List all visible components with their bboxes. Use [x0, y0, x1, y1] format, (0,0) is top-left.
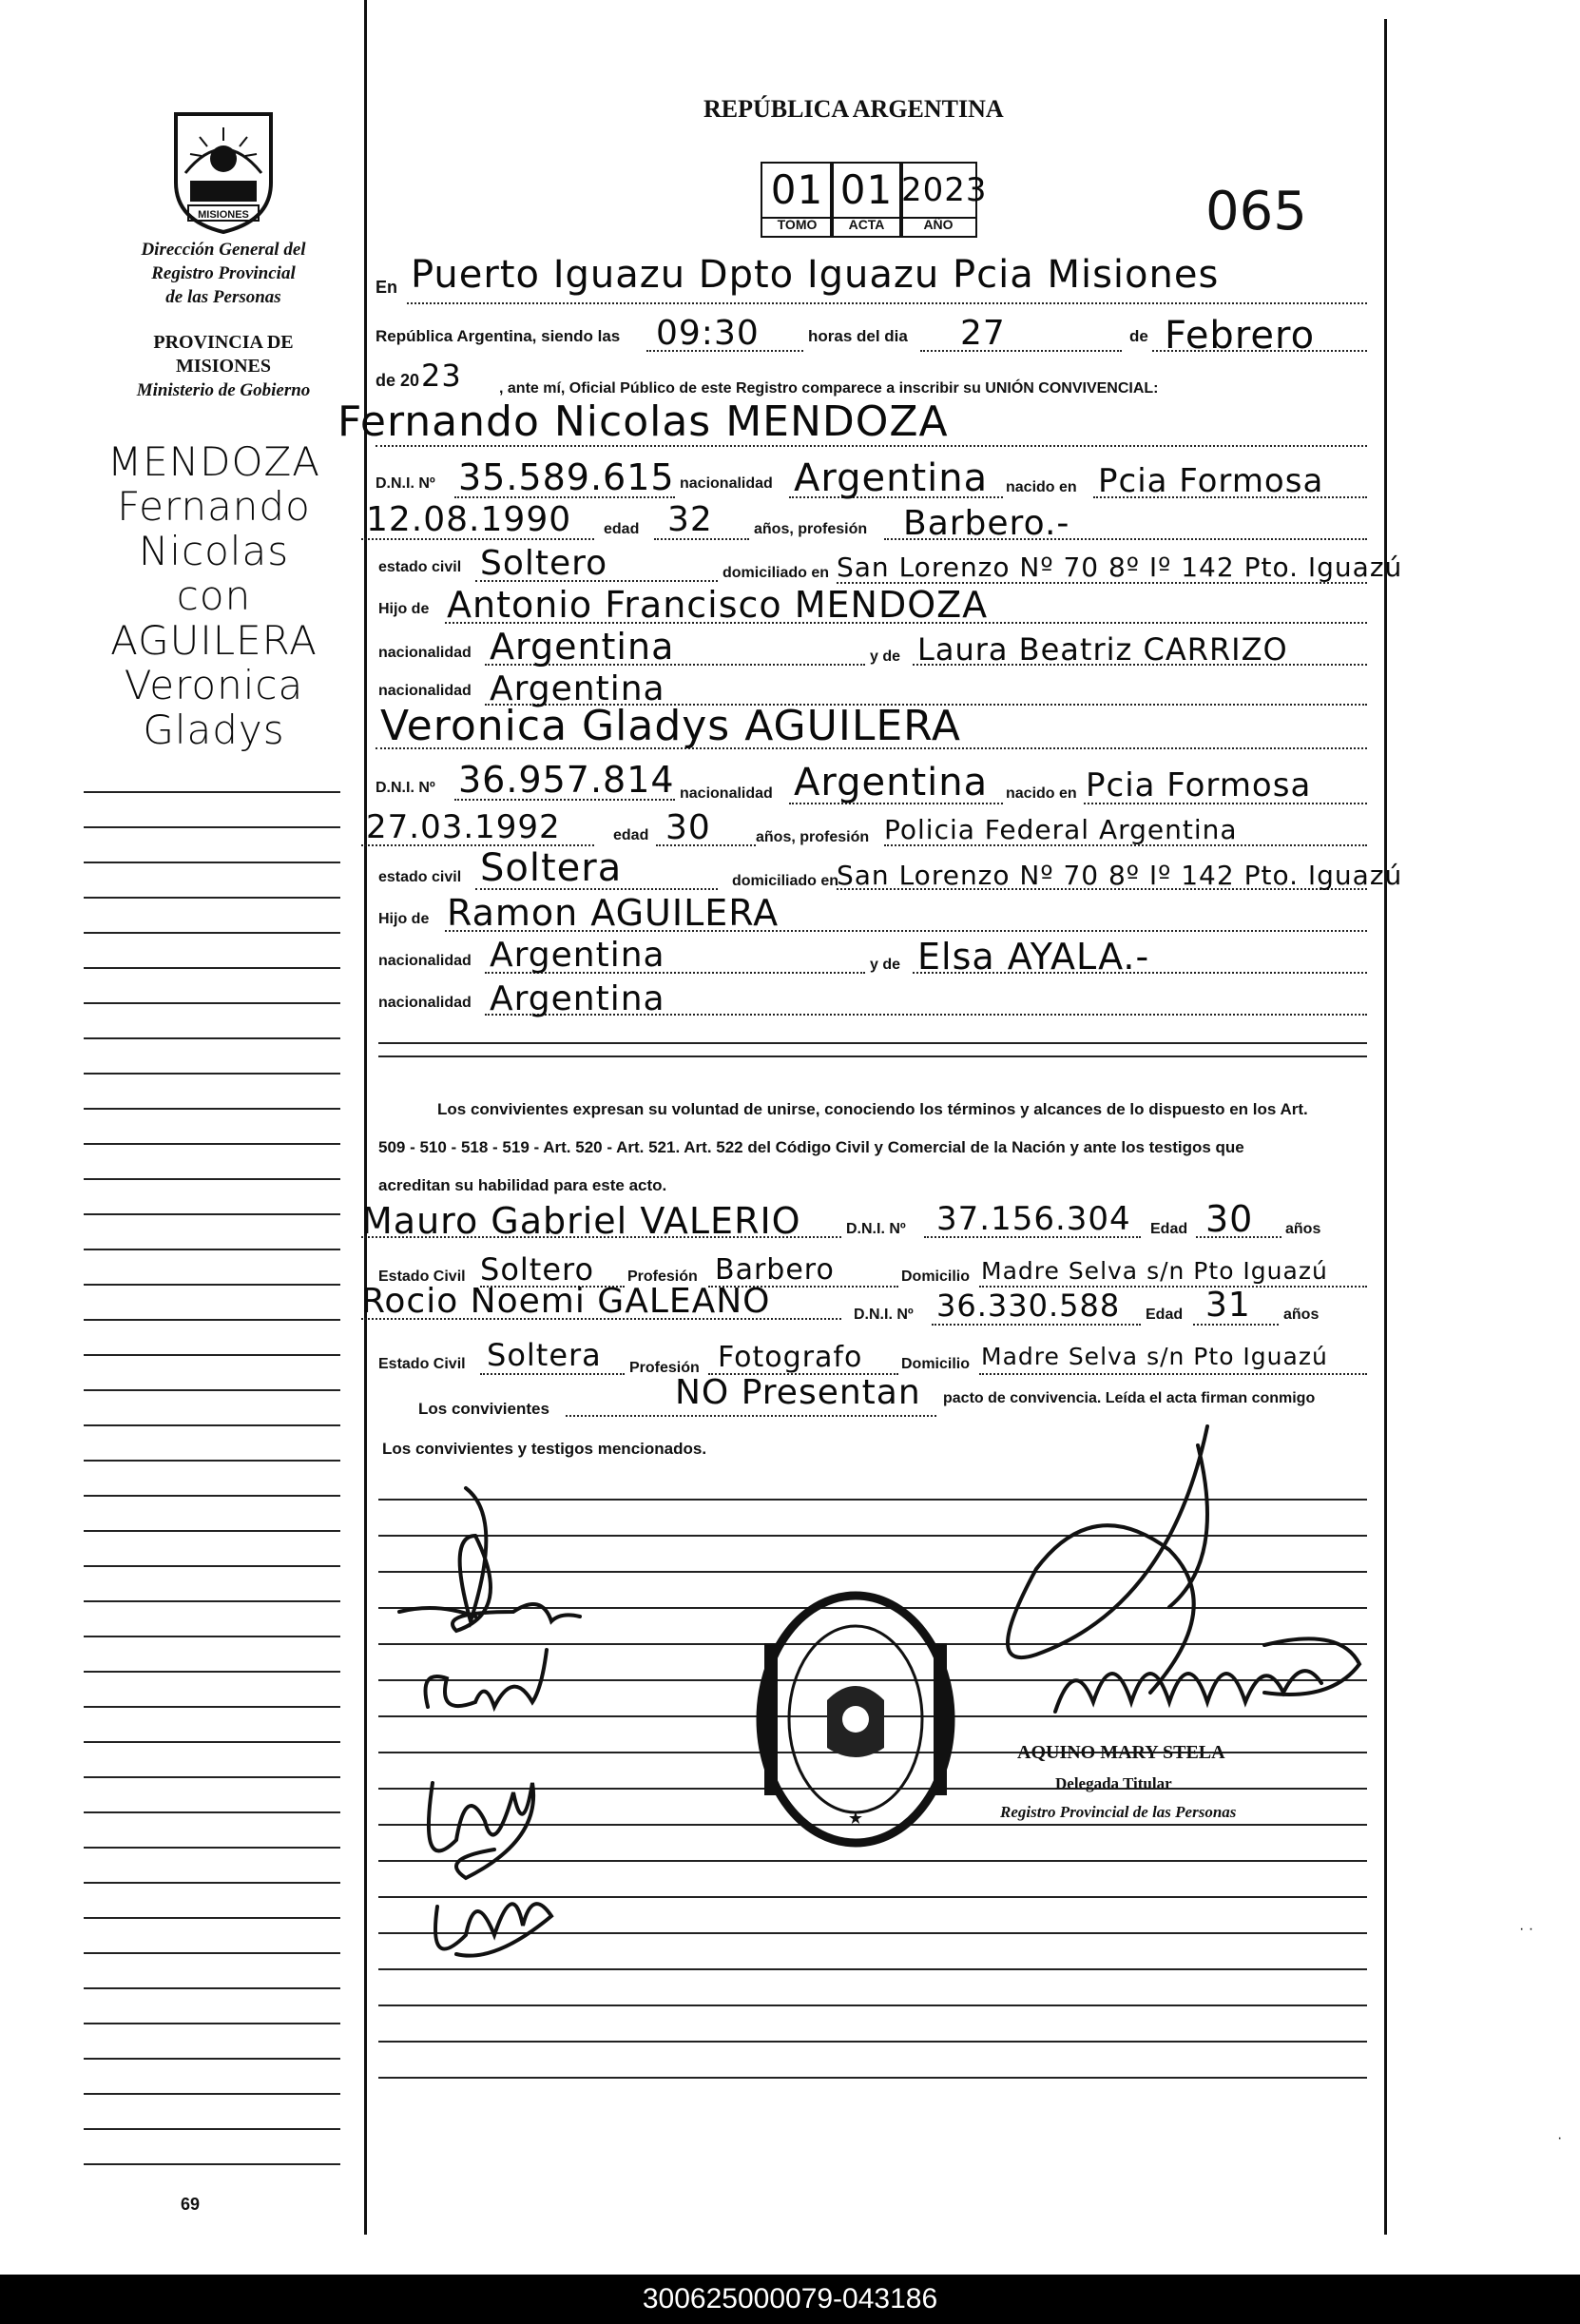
line-day [920, 350, 1122, 352]
margin-rule [84, 1706, 340, 1708]
p1-nac-madre: Argentina [490, 669, 665, 708]
p1-edad-label: edad [604, 521, 640, 537]
hour-value: 09:30 [656, 314, 760, 353]
margin-rule [84, 1882, 340, 1884]
margin-rule [84, 1530, 340, 1532]
p1-domicilio: San Lorenzo Nº 70 8º Iº 142 Pto. Iguazú [837, 552, 1403, 583]
w2-edad: 31 [1205, 1286, 1251, 1325]
margin-rule [84, 1284, 340, 1286]
p2-padre: Ramon AGUILERA [447, 892, 780, 934]
margin-rule [84, 1495, 340, 1497]
margin-rule [84, 1143, 340, 1145]
margin-rule [84, 1073, 340, 1075]
margin-rule [84, 2093, 340, 2095]
w2-profesion: Fotografo [718, 1341, 863, 1374]
p1-dom-label: domiciliado en [723, 565, 830, 581]
w2-dni-label: D.N.I. Nº [854, 1307, 914, 1323]
p1-hijo-label: Hijo de [378, 601, 430, 617]
w2-estado: Soltera [487, 1337, 602, 1373]
official-stamp-icon [751, 1586, 960, 1852]
record-number: 065 [1205, 181, 1307, 242]
ano-value: 2023 [899, 162, 977, 219]
place-value: Puerto Iguazu Dpto Iguazu Pcia Misiones [411, 253, 1220, 297]
p2-nac-label: nacionalidad [680, 785, 773, 802]
p1-nacido: Pcia Formosa [1098, 462, 1324, 500]
margin-divider [364, 0, 367, 2235]
p2-prof-label: años, profesión [756, 829, 870, 845]
w2-dom-label: Domicilio [901, 1356, 971, 1372]
margin-rule [84, 1108, 340, 1110]
p1-madre: Laura Beatriz CARRIZO [917, 631, 1288, 668]
margin-rule [84, 2023, 340, 2024]
p2-name: Veronica Gladys AGUILERA [380, 702, 962, 750]
w1-prof-label: Profesión [627, 1269, 698, 1285]
margin-rule [84, 1424, 340, 1426]
w2-prof-label: Profesión [629, 1360, 700, 1376]
p2-domicilio: San Lorenzo Nº 70 8º Iº 142 Pto. Iguazú [837, 860, 1403, 891]
p2-nacido: Pcia Formosa [1086, 766, 1312, 804]
day-value: 27 [960, 314, 1006, 353]
p2-edad: 30 [665, 808, 711, 847]
scan-speck: · · [1519, 1921, 1534, 1937]
province-line-2: MISIONES [175, 356, 272, 377]
en-label: En [376, 278, 398, 297]
w1-dom-label: Domicilio [901, 1269, 971, 1285]
p2-dni-label: D.N.I. Nº [376, 780, 435, 796]
seal-text: MISIONES [198, 209, 249, 221]
p1-fecha: 12.08.1990 [366, 500, 572, 539]
w2-domicilio: Madre Selva s/n Pto Iguazú [981, 1343, 1328, 1370]
margin-rule [84, 2058, 340, 2060]
p1-nacpadre-label: nacionalidad [378, 645, 472, 661]
margin-rule [84, 1741, 340, 1743]
p1-edad: 32 [667, 500, 713, 539]
p1-nacido-label: nacido en [1006, 479, 1077, 495]
margin-note-line: Fernando [117, 483, 311, 530]
margin-rule [84, 1178, 340, 1180]
margin-rule [84, 1917, 340, 1919]
margin-rule [84, 862, 340, 863]
page-number: 69 [181, 2195, 201, 2214]
year-suffix: 23 [421, 358, 462, 394]
separator-rule [378, 1042, 1367, 1044]
pact-label-after: pacto de convivencia. Leída el acta firman conmigo [943, 1390, 1316, 1406]
margin-rule [84, 1671, 340, 1673]
w2-anos-label: años [1283, 1307, 1320, 1323]
party-signatures-icon [380, 1479, 599, 1983]
right-border [1384, 19, 1387, 2235]
margin-note-line: con [176, 572, 252, 619]
official-office: Registro Provincial de las Personas [1000, 1803, 1237, 1821]
margin-rule [84, 932, 340, 934]
p2-hijo-label: Hijo de [378, 911, 430, 927]
agency-line-1: Dirección General del [141, 240, 306, 260]
province-line-1: PROVINCIA DE [153, 332, 294, 353]
margin-note-line: MENDOZA [106, 438, 321, 485]
p2-nac-madre: Argentina [490, 979, 665, 1018]
w2-dni: 36.330.588 [936, 1288, 1121, 1324]
acta-label: ACTA [830, 217, 903, 238]
country-title: REPÚBLICA ARGENTINA [703, 95, 1004, 123]
line-w2-estado [480, 1373, 625, 1375]
p2-estado-label: estado civil [378, 869, 462, 885]
p2-fecha: 27.03.1992 [366, 808, 561, 846]
w1-profesion: Barbero [715, 1253, 835, 1287]
scan-speck: · [1557, 2130, 1563, 2146]
agency-line-3: de las Personas [165, 287, 281, 307]
margin-rule [84, 1213, 340, 1215]
provincial-seal-icon [162, 107, 285, 238]
margin-note [76, 439, 352, 752]
p1-yde-label: y de [870, 649, 901, 665]
declaration-line-3: acreditan su habilidad para este acto. [378, 1176, 667, 1194]
agency-block [95, 238, 352, 309]
p2-madre: Elsa AYALA.- [917, 936, 1150, 978]
footer-barcode-text: 300625000079-043186 [0, 2275, 1580, 2324]
margin-rule [84, 967, 340, 969]
w1-estado: Soltero [480, 1251, 595, 1288]
line-w2-dom [979, 1373, 1367, 1375]
margin-rule [84, 1389, 340, 1391]
margin-rule [84, 1776, 340, 1778]
agency-line-2: Registro Provincial [151, 263, 296, 283]
margin-note-line: Veronica [124, 662, 304, 708]
margin-rule [84, 897, 340, 899]
signature-rule [378, 2077, 1367, 2079]
stamp-star: ★ [847, 1809, 864, 1829]
year-prefix: de 20 [376, 371, 420, 390]
tomo-value: 01 [761, 162, 834, 219]
ante-text: , ante mí, Oficial Público de este Registro comparece a inscribir su UNIÓN CONVIVENCIAL: [499, 380, 1159, 397]
w2-name: Rocio Noemi GALEANO [361, 1282, 771, 1321]
margin-rule [84, 1565, 340, 1567]
ministry-line: Ministerio de Gobierno [136, 380, 311, 400]
p1-nac-padre: Argentina [490, 626, 675, 668]
margin-rule [84, 1847, 340, 1849]
separator-rule [378, 1055, 1367, 1057]
p1-name: Fernando Nicolas MENDOZA [337, 397, 949, 446]
margin-rule [84, 2128, 340, 2130]
declaration-line-2: 509 - 510 - 518 - 519 - Art. 520 - Art. 521. Art. 522 del Código Civil y Comercial de la Nación y ante los testigos que [378, 1138, 1244, 1156]
official-name: AQUINO MARY STELA [1017, 1742, 1225, 1763]
w1-estado-label: Estado Civil [378, 1269, 466, 1285]
p2-dni: 36.957.814 [458, 759, 675, 801]
w1-name: Mauro Gabriel VALERIO [361, 1200, 801, 1242]
margin-rule [84, 2163, 340, 2165]
p1-nac-label: nacionalidad [680, 475, 773, 492]
p1-nacmadre-label: nacionalidad [378, 683, 472, 699]
p1-estado-label: estado civil [378, 559, 462, 575]
month-value: Febrero [1165, 314, 1316, 358]
ano-label: AÑO [899, 217, 977, 238]
margin-rule [84, 1037, 340, 1039]
tomo-label: TOMO [761, 217, 834, 238]
p2-nacionalidad: Argentina [794, 761, 989, 804]
w2-edad-label: Edad [1146, 1307, 1184, 1323]
pact-value: NO Presentan [675, 1373, 921, 1412]
w1-dni: 37.156.304 [936, 1200, 1131, 1238]
p2-nacmadre-label: nacionalidad [378, 995, 472, 1011]
margin-rule [84, 1811, 340, 1813]
pact-label-before: Los convivientes [418, 1400, 549, 1418]
p2-dom-label: domiciliado en [732, 873, 839, 889]
p2-nacpadre-label: nacionalidad [378, 953, 472, 969]
signature-rule [378, 2041, 1367, 2043]
margin-rule [84, 1600, 340, 1602]
margin-rule [84, 1636, 340, 1637]
line-w2-dni [932, 1324, 1141, 1326]
p2-profesion: Policia Federal Argentina [884, 814, 1238, 845]
p1-estado: Soltero [480, 544, 608, 583]
republica-label: República Argentina, siendo las [376, 327, 621, 345]
signature-rule [378, 2004, 1367, 2006]
p1-nacionalidad: Argentina [794, 456, 989, 500]
margin-note-line: Nicolas [138, 528, 290, 574]
w1-anos-label: años [1285, 1221, 1321, 1237]
w1-domicilio: Madre Selva s/n Pto Iguazú [981, 1257, 1328, 1285]
w2-estado-label: Estado Civil [378, 1356, 466, 1372]
margin-note-line: AGUILERA [110, 617, 318, 664]
acta-value: 01 [830, 162, 903, 219]
w1-dni-label: D.N.I. Nº [846, 1221, 906, 1237]
p2-yde-label: y de [870, 957, 901, 973]
margin-rule [84, 1987, 340, 1989]
margin-rule [84, 1354, 340, 1356]
line-pact [566, 1415, 936, 1417]
p1-profesion: Barbero.- [903, 504, 1070, 543]
w1-edad: 30 [1205, 1198, 1254, 1240]
margin-rule [84, 1319, 340, 1321]
official-signature-icon [979, 1417, 1378, 1740]
margin-rule [84, 1460, 340, 1462]
line-place [407, 302, 1367, 304]
w1-edad-label: Edad [1150, 1221, 1188, 1237]
p1-dni-label: D.N.I. Nº [376, 475, 435, 492]
p1-prof-label: años, profesión [754, 521, 868, 537]
p2-nacido-label: nacido en [1006, 785, 1077, 802]
de-label: de [1129, 327, 1148, 345]
margin-rule [84, 1249, 340, 1250]
p2-estado: Soltera [480, 846, 623, 890]
margin-rule [84, 1002, 340, 1004]
margin-rule [84, 791, 340, 793]
declaration-line-1: Los convivientes expresan su voluntad de unirse, conociendo los términos y alcances de lo dispuesto en los Art. [437, 1100, 1308, 1118]
p2-edad-label: edad [613, 827, 649, 843]
margin-rule [84, 1952, 340, 1954]
horas-label: horas del dia [808, 327, 908, 345]
province-block [95, 331, 352, 402]
p2-nac-padre: Argentina [490, 936, 665, 975]
official-role: Delegada Titular [1055, 1774, 1172, 1792]
margin-note-line: Gladys [143, 707, 285, 753]
margin-rule [84, 826, 340, 828]
pact-closing: Los convivientes y testigos mencionados. [382, 1440, 707, 1458]
p1-dni: 35.589.615 [458, 456, 675, 498]
p1-padre: Antonio Francisco MENDOZA [447, 584, 989, 626]
